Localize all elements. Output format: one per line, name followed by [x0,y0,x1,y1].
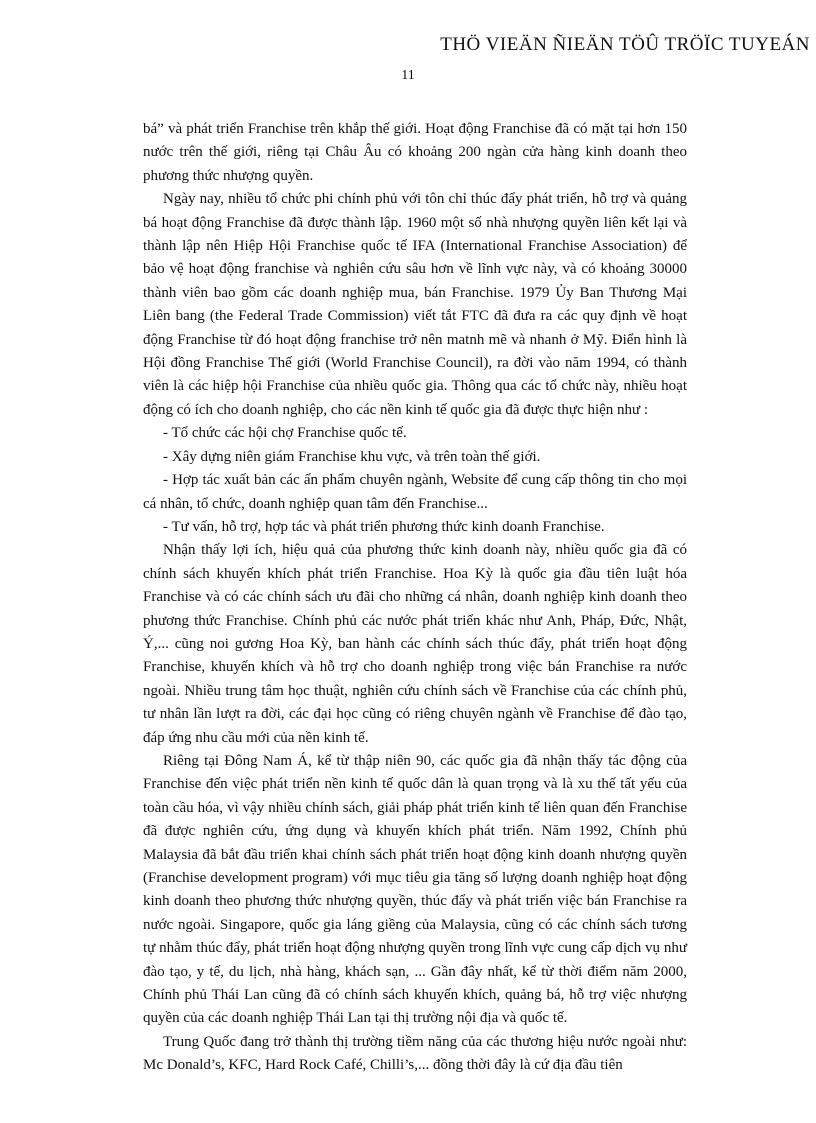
document-body [143,118,687,1078]
paragraph-china: Trung Quốc đang trở thành thị trường tiềm năng của các thương hiệu nước ngoài như: Mc Donald’s, KFC, Hard Rock Café, Chilli’s,... đồng thời đây là cứ địa đầu tiên [143,1033,687,1074]
list-item-publications: - Hợp tác xuất bản các ấn phẩm chuyên ngành, Website để cung cấp thông tin cho mọi cá nhân, tổ chức, doanh nghiệp quan tâm đến Franchise... [143,472,687,512]
running-header-title: THÖ VIEÄN ÑIEÄN TÖÛ TRÖÏC TUYEÁN [440,34,810,55]
paragraph-intro-continuation: bá” và phát triển Franchise trên khắp thế giới. Hoạt động Franchise đã có mặt tại hơn 150 nước trên thế giới, riêng tại Châu Âu có khoảng 200 ngàn cửa hàng kinh doanh theo phương thức nhượng quyền. [143,121,687,184]
paragraph-organizations: Ngày nay, nhiều tổ chức phi chính phủ với tôn chỉ thúc đẩy phát triển, hỗ trợ và quảng bá hoạt động Franchise đã được thành lập. 1960 một số nhà nhượng quyền liên kết lại và thành lập nên Hiệp Hội Franchise quốc tế IFA (International Franchise Association) để bảo vệ hoạt động franchise và nghiên cứu sâu hơn về lĩnh vực này, và có khoảng 30000 thành viên bao gồm các doanh nghiệp mua, bán Franchise. 1979 Ủy Ban Thương Mại Liên bang (the Federal Trade Commission) viết tắt FTC đã đưa ra các quy định về hoạt động Franchise từ đó hoạt động franchise trở nên matnh mẽ và nhanh ở Mỹ. Điển hình là Hội đồng Franchise Thế giới (World Franchise Council), ra đời vào năm 1994, có thành viên là các hiệp hội Franchise của nhiều quốc gia. Thông qua các tổ chức này, nhiều hoạt động có ích cho doanh nghiệp, cho các nền kinh tế quốc gia đã được thực hiện như : [143,191,687,418]
page-number: 11 [401,68,415,83]
paragraph-national-policies: Nhận thấy lợi ích, hiệu quả của phương thức kinh doanh này, nhiều quốc gia đã có chính sách khuyến khích phát triển Franchise. Hoa Kỳ là quốc gia đầu tiên luật hóa Franchise và có các chính sách ưu đãi cho những cá nhân, doanh nghiệp kinh doanh theo phương thức Franchise. Chính phủ các nước phát triển khác như Anh, Pháp, Đức, Nhật, Ý,... cũng noi gương Hoa Kỳ, ban hành các chính sách thúc đẩy, phát triển hoạt động Franchise, khuyến khích và hỗ trợ cho doanh nghiệp trong việc bán Franchise ra nước ngoài. Nhiều trung tâm học thuật, nghiên cứu chính sách về Franchise của các chính phủ, tư nhân lần lượt ra đời, các đại học cũng có riêng chuyên ngành về Franchise để đào tạo, đáp ứng nhu cầu mới của nền kinh tế. [143,542,687,746]
list-item-yearbook: - Xây dựng niên giám Franchise khu vực, và trên toàn thế giới. [163,448,541,465]
list-item-consulting: - Tư vấn, hỗ trợ, hợp tác và phát triển phương thức kinh doanh Franchise. [163,518,605,535]
paragraph-southeast-asia: Riêng tại Đông Nam Á, kể từ thập niên 90, các quốc gia đã nhận thấy tác động của Franchise đến việc phát triển nền kinh tế quốc dân là quan trọng và là xu thế tất yếu của toàn cầu hóa, vì vậy nhiều chính sách, giải pháp phát triển kinh tế liên quan đến Franchise đã được nghiên cứu, ứng dụng và khuyến khích phát triển. Năm 1992, Chính phủ Malaysia đã bắt đầu triển khai chính sách phát triển hoạt động kinh doanh nhượng quyền (Franchise development program) với mục tiêu gia tăng số lượng doanh nghiệp hoạt động kinh doanh theo phương thức nhượng quyền, thúc đẩy và phát triển việc bán Franchise ra nước ngoài. Singapore, quốc gia láng giềng của Malaysia, cũng có các chính sách tương tự nhằm thúc đẩy, phát triển hoạt động nhượng quyền trong lĩnh vực cung cấp dịch vụ như đào tạo, y tế, du lịch, nhà hàng, khách sạn, ... Gần đây nhất, kể từ thời điểm năm 2000, Chính phủ Thái Lan cũng đã có chính sách khuyến khích, quảng bá, hỗ trợ việc nhượng quyền của các doanh nghiệp Thái Lan tại thị trường nội địa và quốc tế. [143,752,687,1027]
list-item-trade-fairs: - Tổ chức các hội chợ Franchise quốc tế. [163,425,407,442]
